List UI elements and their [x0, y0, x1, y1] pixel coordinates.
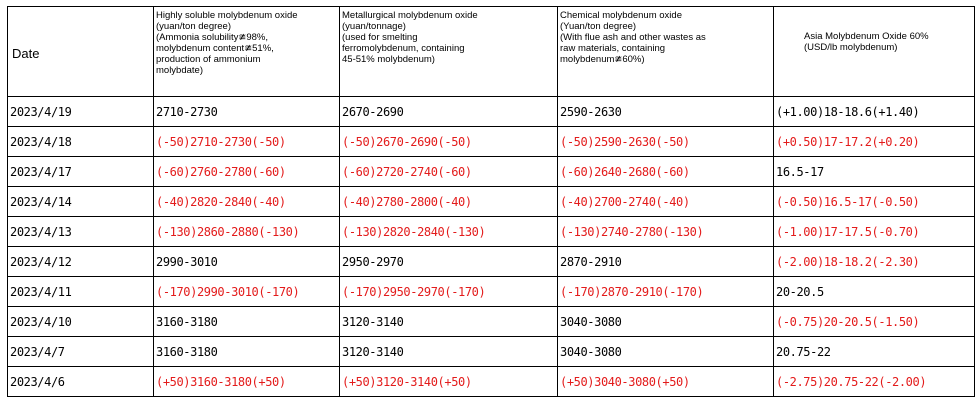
asia-price-cell: 20.75-22	[774, 337, 975, 367]
chemical-price-cell: 2870-2910	[558, 247, 774, 277]
chemical-price-cell: 2590-2630	[558, 97, 774, 127]
header-chemical-line: raw materials, containing	[560, 43, 666, 54]
table-row	[8, 367, 975, 397]
header-metallurgical	[340, 7, 558, 97]
header-asia	[774, 7, 975, 97]
date-cell: 2023/4/6	[8, 367, 154, 397]
table-row	[8, 157, 975, 187]
table-row	[8, 337, 975, 367]
soluble-price-cell: 3160-3180	[154, 337, 340, 367]
asia-price-cell: (+0.50)17-17.2(+0.20)	[774, 127, 975, 157]
soluble-price-cell: (-60)2760-2780(-60)	[154, 157, 340, 187]
asia-price-cell: 20-20.5	[774, 277, 975, 307]
table-row	[8, 277, 975, 307]
date-cell: 2023/4/7	[8, 337, 154, 367]
header-chemical-line: Chemical molybdenum oxide	[560, 10, 682, 21]
date-cell: 2023/4/10	[8, 307, 154, 337]
soluble-price-cell: (+50)3160-3180(+50)	[154, 367, 340, 397]
asia-price-cell: (-0.50)16.5-17(-0.50)	[774, 187, 975, 217]
metallurgical-price-cell: 2950-2970	[340, 247, 558, 277]
header-soluble-line: molybdate)	[156, 65, 203, 76]
header-chemical	[558, 7, 774, 97]
date-cell: 2023/4/12	[8, 247, 154, 277]
header-asia-line: (USD/lb molybdenum)	[804, 42, 898, 53]
date-cell: 2023/4/11	[8, 277, 154, 307]
header-metallurgical-line: (used for smelting	[342, 32, 418, 43]
table-row	[8, 97, 975, 127]
asia-price-cell: (-2.75)20.75-22(-2.00)	[774, 367, 975, 397]
metallurgical-price-cell: 3120-3140	[340, 307, 558, 337]
chemical-price-cell: (+50)3040-3080(+50)	[558, 367, 774, 397]
table-row	[8, 217, 975, 247]
soluble-price-cell: (-170)2990-3010(-170)	[154, 277, 340, 307]
header-metallurgical-line: Metallurgical molybdenum oxide	[342, 10, 478, 21]
metallurgical-price-cell: 3120-3140	[340, 337, 558, 367]
soluble-price-cell: (-40)2820-2840(-40)	[154, 187, 340, 217]
metallurgical-price-cell: 2670-2690	[340, 97, 558, 127]
header-soluble-line: Highly soluble molybdenum oxide	[156, 10, 298, 21]
soluble-price-cell: 3160-3180	[154, 307, 340, 337]
metallurgical-price-cell: (-130)2820-2840(-130)	[340, 217, 558, 247]
date-cell: 2023/4/18	[8, 127, 154, 157]
header-soluble-line: production of ammonium	[156, 54, 261, 65]
header-date	[8, 7, 154, 97]
metallurgical-price-cell: (-50)2670-2690(-50)	[340, 127, 558, 157]
table-row	[8, 247, 975, 277]
header-metallurgical-line: (yuan/tonnage)	[342, 21, 406, 32]
soluble-price-cell: 2990-3010	[154, 247, 340, 277]
date-cell: 2023/4/13	[8, 217, 154, 247]
header-chemical-line: (Yuan/ton degree)	[560, 21, 637, 32]
soluble-price-cell: 2710-2730	[154, 97, 340, 127]
soluble-price-cell: (-50)2710-2730(-50)	[154, 127, 340, 157]
metallurgical-price-cell: (-60)2720-2740(-60)	[340, 157, 558, 187]
header-soluble	[154, 7, 340, 97]
chemical-price-cell: (-40)2700-2740(-40)	[558, 187, 774, 217]
header-row	[8, 7, 975, 97]
soluble-price-cell: (-130)2860-2880(-130)	[154, 217, 340, 247]
header-date-line: Date	[12, 45, 40, 61]
metallurgical-price-cell: (-40)2780-2800(-40)	[340, 187, 558, 217]
table-row	[8, 187, 975, 217]
header-soluble-line: (Ammonia solubility≇98%,	[156, 32, 268, 43]
table-body	[8, 97, 975, 397]
price-table-container	[7, 6, 975, 397]
asia-price-cell: (-2.00)18-18.2(-2.30)	[774, 247, 975, 277]
chemical-price-cell: 3040-3080	[558, 337, 774, 367]
chemical-price-cell: (-50)2590-2630(-50)	[558, 127, 774, 157]
asia-price-cell: 16.5-17	[774, 157, 975, 187]
molybdenum-oxide-price-table	[7, 6, 975, 397]
table-row	[8, 127, 975, 157]
header-soluble-line: (yuan/ton degree)	[156, 21, 231, 32]
chemical-price-cell: (-60)2640-2680(-60)	[558, 157, 774, 187]
chemical-price-cell: (-170)2870-2910(-170)	[558, 277, 774, 307]
asia-price-cell: (+1.00)18-18.6(+1.40)	[774, 97, 975, 127]
asia-price-cell: (-0.75)20-20.5(-1.50)	[774, 307, 975, 337]
header-metallurgical-line: 45-51% molybdenum)	[342, 54, 435, 65]
header-soluble-line: molybdenum content≇51%,	[156, 43, 274, 54]
chemical-price-cell: 3040-3080	[558, 307, 774, 337]
table-row	[8, 307, 975, 337]
date-cell: 2023/4/14	[8, 187, 154, 217]
header-metallurgical-line: ferromolybdenum, containing	[342, 43, 465, 54]
metallurgical-price-cell: (+50)3120-3140(+50)	[340, 367, 558, 397]
header-asia-line: Asia Molybdenum Oxide 60%	[804, 31, 929, 42]
header-chemical-line: molybdenum≇60%)	[560, 54, 645, 65]
asia-price-cell: (-1.00)17-17.5(-0.70)	[774, 217, 975, 247]
date-cell: 2023/4/19	[8, 97, 154, 127]
chemical-price-cell: (-130)2740-2780(-130)	[558, 217, 774, 247]
header-chemical-line: (With flue ash and other wastes as	[560, 32, 706, 43]
metallurgical-price-cell: (-170)2950-2970(-170)	[340, 277, 558, 307]
date-cell: 2023/4/17	[8, 157, 154, 187]
